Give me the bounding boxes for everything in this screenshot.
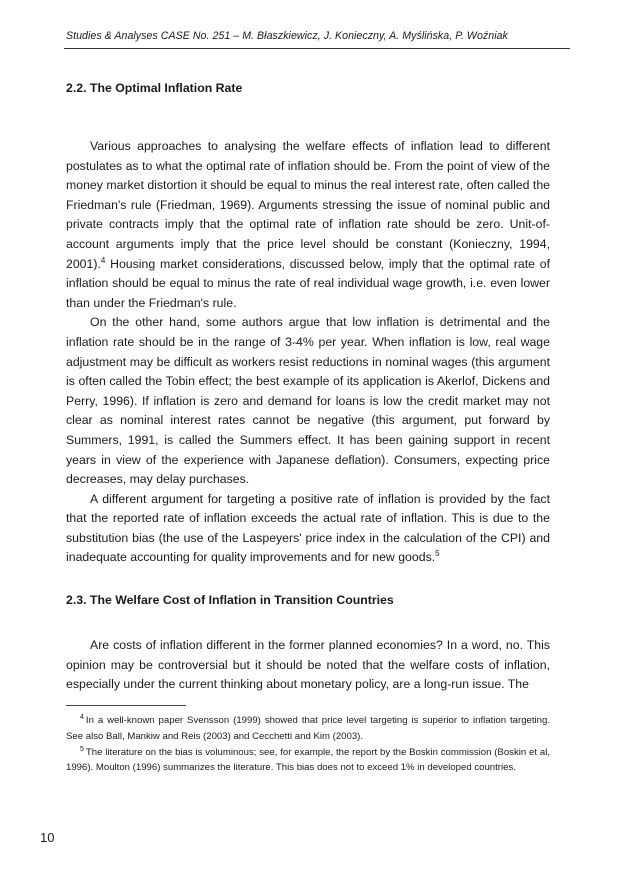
paragraph-text: Various approaches to analysing the welfare effects of inflation lead to different postulates as to what the optimal rate of inflation should be. From the point of view of the money market distortion it should be equal to minus the real interest rate, often called the Friedman's rule (Friedman, 1969). Arguments stressing the issue of nominal public and private contracts imply that the optimal rate of inflation rate should be zero. Unit-of-account arguments imply that the price level should be constant (Konieczny, 1994, 2001). [66, 139, 550, 271]
footnote [66, 713, 550, 745]
page-number: 10 [40, 830, 55, 845]
paragraph: On the other hand, some authors argue that low inflation is detrimental and the inflation rate should be in the range of 3-4% per year. When inflation is low, real wage adjustment may be difficult as workers resist reductions in nominal wages (this argument is often called the Tobin effect; the best example of its application is Akerlof, Dickens and Perry, 1996). If inflation is zero and demand for loans is low the credit market may not clear as nominal interest rates cannot be negative (this argument, put forward by Summers, 1991, is called the Summers effect. It has been gaining support in recent years in view of the experience with Japanese deflation). Consumers, expecting price decreases, may delay purchases. [66, 315, 550, 487]
paragraph: Are costs of inflation different in the former planned economies? In a word, no. This opinion may be controversial but it should be noted that the welfare costs of inflation, especially under the current thinking about monetary policy, are a long-run issue. The [66, 638, 550, 692]
paragraph-text: Housing market considerations, discussed below, imply that the optimal rate of inflation should be equal to minus the rate of real individual wage growth, i.e. even lower than under the Friedman's rule. [66, 256, 550, 310]
footnote-text: In a well-known paper Svensson (1999) showed that price level targeting is superior to inflation targeting. See also Ball, Mankiw and Reis (2003) and Cecchetti and Kim (2003). [66, 715, 550, 742]
running-head: Studies & Analyses CASE No. 251 – M. Błaszkiewicz, J. Konieczny, A. Myślińska, P. Woźniak [66, 30, 508, 42]
footnote [66, 745, 550, 777]
section-2-2-body [66, 137, 550, 568]
paragraph [66, 137, 550, 313]
footnote-number: 5 [80, 745, 84, 753]
footnote-ref[interactable]: 5 [435, 549, 440, 559]
footnote-ref[interactable]: 4 [100, 255, 106, 265]
paragraph [66, 490, 550, 568]
section-heading-2-2: 2.2. The Optimal Inflation Rate [66, 81, 243, 95]
section-2-3-body [66, 636, 550, 695]
paragraph-text: A different argument for targeting a positive rate of inflation is provided by the fact that the reported rate of inflation exceeds the actual rate of inflation. This is due to the substitution bias (the use of the Laspeyers' price index in the calculation of the CPI) and inadequate accounting for quality improvements and for new goods. [66, 491, 550, 565]
header-divider [64, 48, 570, 49]
footnotes [66, 713, 550, 776]
footnote-number: 4 [80, 714, 84, 721]
section-heading-2-3: 2.3. The Welfare Cost of Inflation in Transition Countries [66, 593, 394, 607]
footnote-divider [66, 705, 186, 706]
footnote-text: The literature on the bias is voluminous; see, for example, the report by the Boskin commission (Boskin et al, 1996). Moulton (1996) summarizes the literature. This bias does not to exceed 1% in developed countries. [66, 746, 550, 774]
